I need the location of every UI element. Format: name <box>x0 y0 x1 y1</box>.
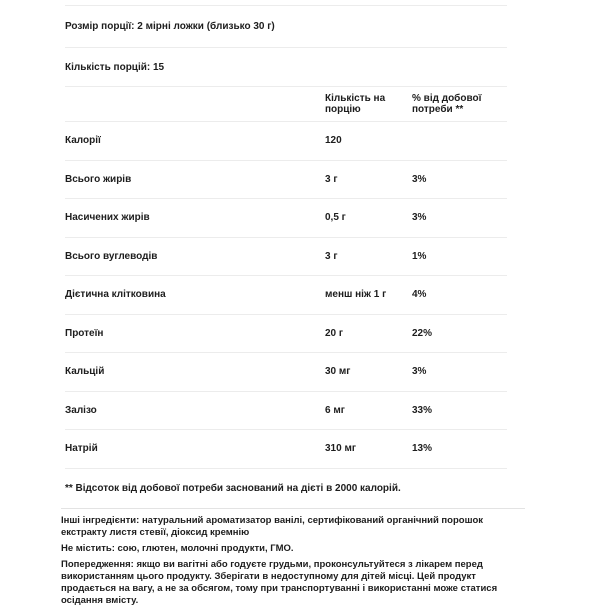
nutrient-label: Насичених жирів <box>65 212 150 224</box>
footnote-row <box>65 469 507 510</box>
nutrient-daily-value: 22% <box>412 327 433 339</box>
serving-size-text: Розмір порції: 2 мірні ложки (близько 30 г) <box>65 21 275 32</box>
column-header-daily-value: % від добової потреби ** <box>412 93 482 115</box>
free-of-text: Не містить: сою, глютен, молочні продукти, ГМО. <box>61 543 294 554</box>
nutrient-label: Натрій <box>65 443 98 455</box>
nutrient-amount: 120 <box>325 135 342 147</box>
nutrient-amount: менш ніж 1 г <box>325 289 387 301</box>
table-row <box>65 238 507 277</box>
table-row <box>65 199 507 238</box>
nutrient-amount: 310 мг <box>325 443 357 455</box>
nutrient-daily-value: 3% <box>412 366 427 378</box>
nutrient-amount: 3 г <box>325 173 338 185</box>
nutrient-daily-value: 33% <box>412 404 433 416</box>
other-ingredients-text: Інші інгредієнти: натуральний ароматизатор ванілі, сертифікований органічний порошок екстракту листя стевії, діоксид кремнію <box>61 515 484 538</box>
nutrient-daily-value: 3% <box>412 173 427 185</box>
nutrient-daily-value: 3% <box>412 212 427 224</box>
nutrient-daily-value: 4% <box>412 289 427 301</box>
table-row <box>65 122 507 161</box>
nutrition-facts-table <box>65 5 507 509</box>
table-row <box>65 161 507 200</box>
nutrient-label: Всього вуглеводів <box>65 250 158 262</box>
nutrient-label: Дієтична клітковина <box>65 289 166 301</box>
serving-size-row <box>65 6 507 48</box>
daily-value-footnote: ** Відсоток від добової потреби заснований на дієті в 2000 калорій. <box>65 483 401 495</box>
table-header-row <box>65 87 507 122</box>
servings-per-container-text: Кількість порцій: 15 <box>65 61 165 73</box>
table-row <box>65 276 507 315</box>
warning-text: Попередження: якщо ви вагітні або годуєте грудьми, проконсультуйтеся з лікарем перед використанням цього продукту. Зберігати в недоступному для дітей місці. Цей продукт продається на вагу, а не за обсягом, тому при транспортуванні і використанні може статися осідання вмісту. <box>61 559 498 606</box>
nutrient-label: Калорії <box>65 135 101 147</box>
nutrient-label: Протеїн <box>65 327 104 339</box>
nutrient-amount: 0,5 г <box>325 212 346 224</box>
nutrient-label: Залізо <box>65 404 97 416</box>
nutrient-daily-value: 1% <box>412 250 427 262</box>
nutrient-amount: 30 мг <box>325 366 351 378</box>
nutrient-amount: 3 г <box>325 250 338 262</box>
table-row <box>65 315 507 354</box>
table-row <box>65 392 507 431</box>
column-header-amount: Кількість на порцію <box>325 93 386 115</box>
nutrient-amount: 20 г <box>325 327 344 339</box>
table-row <box>65 353 507 392</box>
product-details-section <box>61 508 525 611</box>
table-row <box>65 430 507 469</box>
nutrient-amount: 6 мг <box>325 404 345 416</box>
nutrient-label: Кальцій <box>65 366 105 378</box>
nutrient-daily-value: 13% <box>412 443 433 455</box>
nutrient-label: Всього жирів <box>65 173 132 185</box>
nutrient-rows <box>65 122 507 469</box>
servings-per-container-row <box>65 48 507 87</box>
